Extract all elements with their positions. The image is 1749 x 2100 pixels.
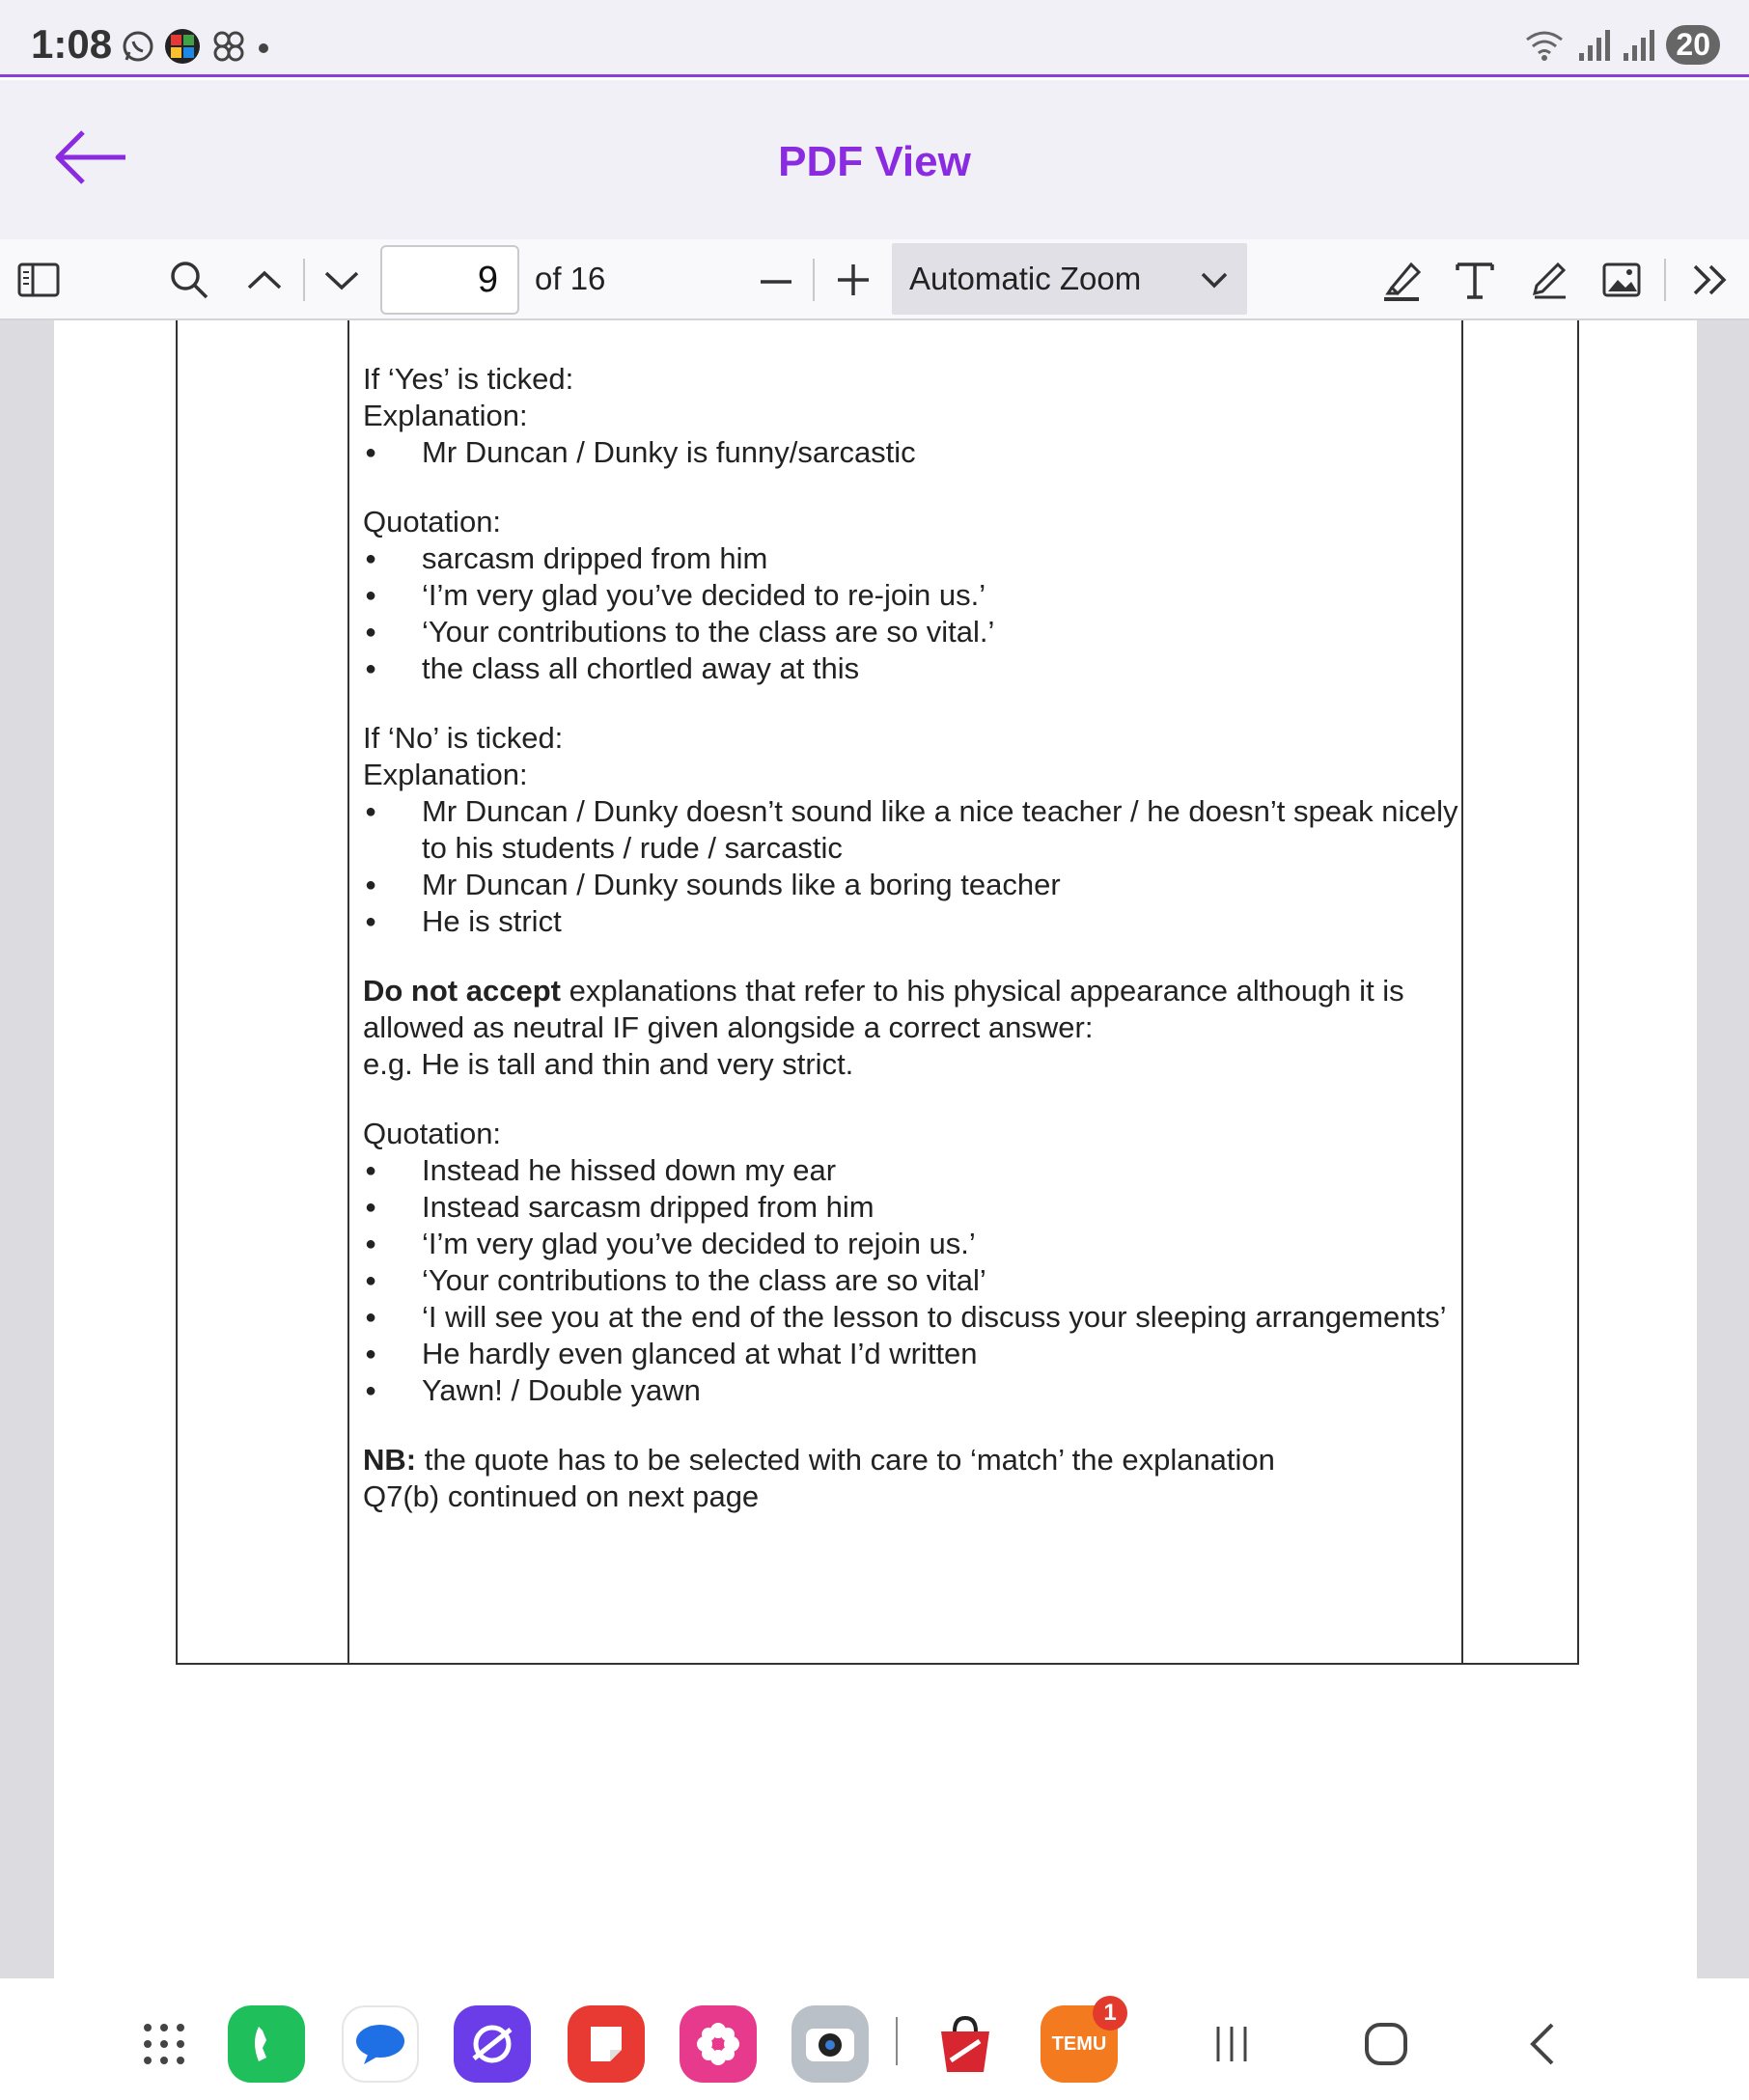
system-status-icons xyxy=(1523,25,1720,65)
bullet-list xyxy=(363,434,1473,471)
continued-note: Q7(b) continued on next page xyxy=(363,1479,760,1513)
yes-heading: If ‘Yes’ is ticked: xyxy=(363,362,574,396)
notification-icons xyxy=(121,27,271,66)
zoom-in-button[interactable] xyxy=(826,253,880,307)
app-header xyxy=(0,80,1749,239)
do-not-accept-example: e.g. He is tall and thin and very strict. xyxy=(363,1047,854,1081)
add-image-button[interactable] xyxy=(1595,253,1649,307)
recent-apps-button[interactable] xyxy=(1203,2015,1261,2073)
whatsapp-icon xyxy=(121,29,155,64)
camera-icon xyxy=(804,2023,856,2065)
search-button[interactable] xyxy=(162,253,216,307)
app-drawer-button[interactable] xyxy=(125,2005,203,2083)
wifi-icon xyxy=(1523,28,1566,63)
list-item: ● Yawn! / Double yawn xyxy=(363,1372,1473,1409)
list-item: ● ‘I’m very glad you’ve decided to re-join us.’ xyxy=(363,577,1473,614)
explanation-label: Explanation: xyxy=(363,758,528,791)
back-chevron-icon xyxy=(1523,2021,1562,2067)
pdf-page xyxy=(54,320,1697,1978)
notes-app-icon[interactable] xyxy=(568,2005,645,2083)
bullet-list xyxy=(363,793,1473,940)
add-text-button[interactable] xyxy=(1448,253,1502,307)
sidebar-icon xyxy=(17,262,60,297)
more-tools-button[interactable] xyxy=(1683,253,1737,307)
nb-bold: NB: xyxy=(363,1443,417,1477)
pdf-viewer[interactable] xyxy=(0,320,1749,1978)
list-item: ● the class all chortled away at this xyxy=(363,650,1473,687)
home-button[interactable] xyxy=(1357,2015,1415,2073)
chevron-down-icon xyxy=(322,268,361,291)
next-page-button[interactable] xyxy=(315,253,369,307)
notification-badge: 1 xyxy=(1093,1996,1127,2031)
draw-button[interactable] xyxy=(1521,253,1575,307)
highlighter-icon xyxy=(1378,257,1425,303)
pinwheel-icon xyxy=(209,27,248,66)
double-chevron-right-icon xyxy=(1689,261,1732,299)
list-item: ● Instead sarcasm dripped from him xyxy=(363,1189,1473,1226)
no-heading: If ‘No’ is ticked: xyxy=(363,721,564,755)
dock-separator xyxy=(896,2017,898,2065)
pen-icon xyxy=(1527,259,1569,301)
highlight-button[interactable] xyxy=(1374,253,1429,307)
toolbar-separator xyxy=(303,259,305,301)
minus-icon xyxy=(757,261,795,299)
signal-icon xyxy=(1577,28,1610,63)
quotation-label: Quotation: xyxy=(363,1117,502,1150)
do-not-accept-note xyxy=(363,973,1473,1083)
recents-icon xyxy=(1210,2023,1253,2065)
chat-bubble-icon xyxy=(354,2022,406,2066)
gallery-app-icon[interactable] xyxy=(680,2005,757,2083)
phone-icon xyxy=(245,2023,288,2065)
signal-icon-2 xyxy=(1622,28,1654,63)
nb-text: the quote has to be selected with care to ‘match’ the explanation xyxy=(416,1443,1275,1477)
do-not-accept-bold: Do not accept xyxy=(363,974,561,1008)
zoom-select[interactable] xyxy=(892,243,1247,315)
list-item: ● Mr Duncan / Dunky doesn’t sound like a nice teacher / he doesn’t speak nicely to his students / rude / sarcastic xyxy=(363,793,1473,867)
explanation-label: Explanation: xyxy=(363,399,528,432)
app-grid-icon xyxy=(163,27,202,66)
apps-grid-icon xyxy=(140,2020,188,2068)
image-icon xyxy=(1600,259,1643,301)
notes-icon xyxy=(585,2023,627,2065)
nb-note xyxy=(363,1442,1473,1478)
list-item: ● ‘I will see you at the end of the lesson to discuss your sleeping arrangements’ xyxy=(363,1299,1473,1336)
no-explanation-block xyxy=(363,757,1473,940)
list-item: ● Mr Duncan / Dunky sounds like a boring teacher xyxy=(363,867,1473,903)
previous-page-button[interactable] xyxy=(237,253,292,307)
plus-icon xyxy=(834,261,873,299)
temu-app-icon[interactable] xyxy=(1041,2000,1118,2083)
browser-icon xyxy=(468,2020,516,2068)
bullet-list xyxy=(363,1152,1473,1409)
pdf-toolbar xyxy=(0,239,1749,320)
text-tool-icon xyxy=(1454,259,1496,301)
list-item: ● ‘Your contributions to the class are so vital.’ xyxy=(363,614,1473,650)
list-item: ● sarcasm dripped from him xyxy=(363,540,1473,577)
do-not-accept-paragraph xyxy=(363,973,1473,1046)
yes-explanation-block xyxy=(363,398,1473,471)
chevron-down-icon xyxy=(1199,261,1230,295)
sidebar-toggle-button[interactable] xyxy=(12,253,66,307)
list-item: ● He is strict xyxy=(363,903,1473,940)
do-not-accept-text: explanations that refer to his physical appearance although it is allowed as neutral IF given alongside a correct answer: xyxy=(363,974,1404,1044)
list-item: ● Instead he hissed down my ear xyxy=(363,1152,1473,1189)
battery-indicator: 20 xyxy=(1666,25,1720,65)
temu-label: TEMU xyxy=(1051,2032,1107,2055)
bullet-list xyxy=(363,540,1473,687)
quotation-label: Quotation: xyxy=(363,505,502,539)
search-icon xyxy=(168,259,210,301)
page-title: PDF View xyxy=(778,138,971,185)
android-nav-bar xyxy=(0,1978,1749,2100)
zoom-select-value: Automatic Zoom xyxy=(909,261,1142,296)
internet-app-icon[interactable] xyxy=(454,2005,531,2083)
phone-app-icon[interactable] xyxy=(228,2005,305,2083)
messages-app-icon[interactable] xyxy=(342,2005,419,2083)
toolbar-separator xyxy=(1664,259,1666,301)
status-time: 1:08 xyxy=(31,21,113,67)
yes-quotation-block xyxy=(363,504,1473,687)
flower-icon xyxy=(694,2020,742,2068)
zoom-out-button[interactable] xyxy=(749,253,803,307)
page-number-input[interactable]: 9 xyxy=(380,245,519,315)
page-count-label: of 16 xyxy=(535,261,606,296)
chevron-up-icon xyxy=(245,268,284,291)
status-bar xyxy=(0,0,1749,77)
table-column-line xyxy=(347,320,349,1665)
list-item: ● ‘Your contributions to the class are so vital’ xyxy=(363,1262,1473,1299)
shopping-bag-icon xyxy=(933,2012,997,2076)
camera-app-icon[interactable] xyxy=(791,2005,869,2083)
list-item: ● He hardly even glanced at what I’d written xyxy=(363,1336,1473,1372)
list-item: ● Mr Duncan / Dunky is funny/sarcastic xyxy=(363,434,1473,471)
list-item: ● ‘I’m very glad you’ve decided to rejoin us.’ xyxy=(363,1226,1473,1262)
toolbar-separator xyxy=(813,259,815,301)
home-icon xyxy=(1363,2021,1409,2067)
no-quotation-block xyxy=(363,1116,1473,1409)
back-nav-button[interactable] xyxy=(1513,2015,1571,2073)
shopping-app-icon[interactable] xyxy=(927,2005,1004,2083)
answer-cell xyxy=(363,361,1473,1515)
dot-icon xyxy=(256,39,271,54)
